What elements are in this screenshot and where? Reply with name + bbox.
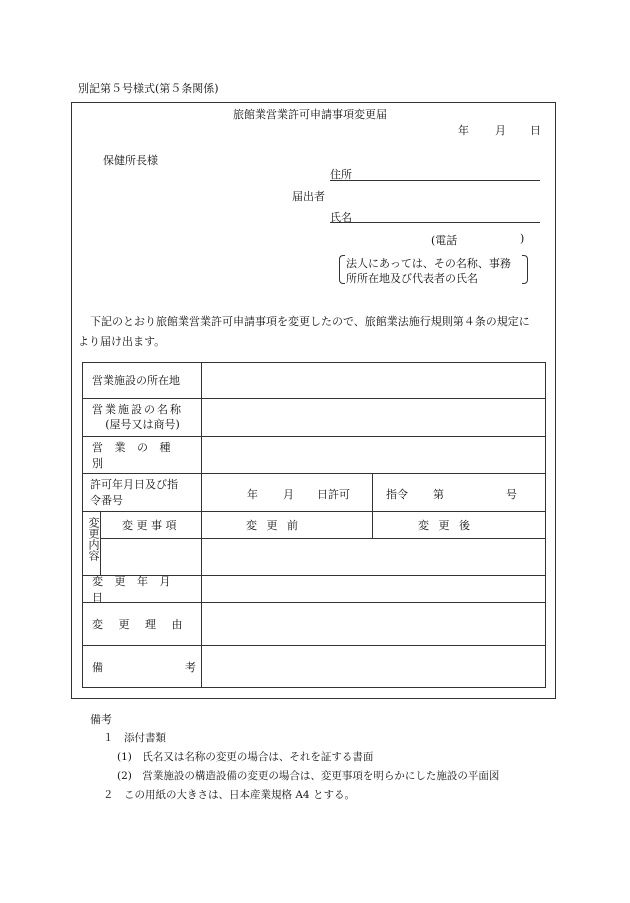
permit-day: 日許可 [317,488,350,501]
table-line [82,398,546,399]
permit-label-2: 令番号 [90,494,123,507]
change-reason-label: 変 更 理 由 [92,617,189,631]
permit-month: 月 [283,488,294,501]
date-month-label: 月 [495,124,506,137]
permit-label: 許可年月日及び指 [90,478,178,491]
facility-name-sublabel: (屋号又は商号) [105,418,180,431]
after-label: 変 更 後 [418,518,473,532]
addressee: 保健所長様 [103,154,158,167]
name-label: 氏名 [330,211,352,224]
notes-item1-2: (2) 営業施設の構造設備の変更の場合は、変更事項を明らかにした施設の平面図 [117,770,500,782]
order-label: 指令 [386,488,408,501]
permit-year: 年 [247,488,258,501]
table-line [100,538,546,539]
remarks-label [92,645,196,688]
address-label: 住所 [330,168,352,181]
table-line [201,362,202,688]
before-label: 変 更 前 [246,518,301,532]
change-item-label: 変 更 事 項 [122,518,177,532]
phone-close: ) [520,232,525,245]
bracket-left [339,255,345,284]
body-line1: 下記のとおり旅館業営業許可申請事項を変更したので、旅館業法施行規則第４条の規定に [90,315,530,328]
remarks-label-2: 考 [185,660,196,674]
order-dai: 第 [433,488,444,501]
remarks-label-1: 備 [92,660,103,674]
address-underline [330,180,540,181]
notes-heading: 備考 [90,713,112,726]
name-underline [330,222,540,223]
facility-name-label: 営業施設の名称 [92,403,183,416]
location-label: 営業施設の所在地 [92,374,180,387]
table-line [372,473,373,538]
order-go: 号 [506,488,517,501]
notes-item2: ２ この用紙の大きさは、日本産業規格 A4 とする。 [103,789,355,801]
notes-item1-1: (1) 氏名又は名称の変更の場合は、それを証する書面 [117,751,374,763]
phone-open: (電話 [431,234,458,247]
bracket-right [522,255,528,284]
table-line [100,511,101,575]
form-title: 旅館業営業許可申請事項変更届 [233,108,387,121]
corporate-note-line1: 法人にあっては、その名称、事務 [346,257,511,270]
date-year-label: 年 [458,124,469,137]
date-day-label: 日 [530,124,541,137]
change-date-label: 変 更 年 月 日 [92,574,175,604]
notifier-label: 届出者 [292,190,325,203]
body-line2: より届け出ます。 [78,335,166,348]
corporate-note-line2: 所所在地及び代表者の氏名 [346,272,478,285]
notes-item1: １ 添付書類 [103,732,166,744]
table-line [82,473,546,474]
change-content-label: 変更内容 [87,517,100,561]
form-number: 別記第５号様式(第５条関係) [78,82,219,95]
business-type-label: 営 業 の 種 別 [92,440,175,470]
